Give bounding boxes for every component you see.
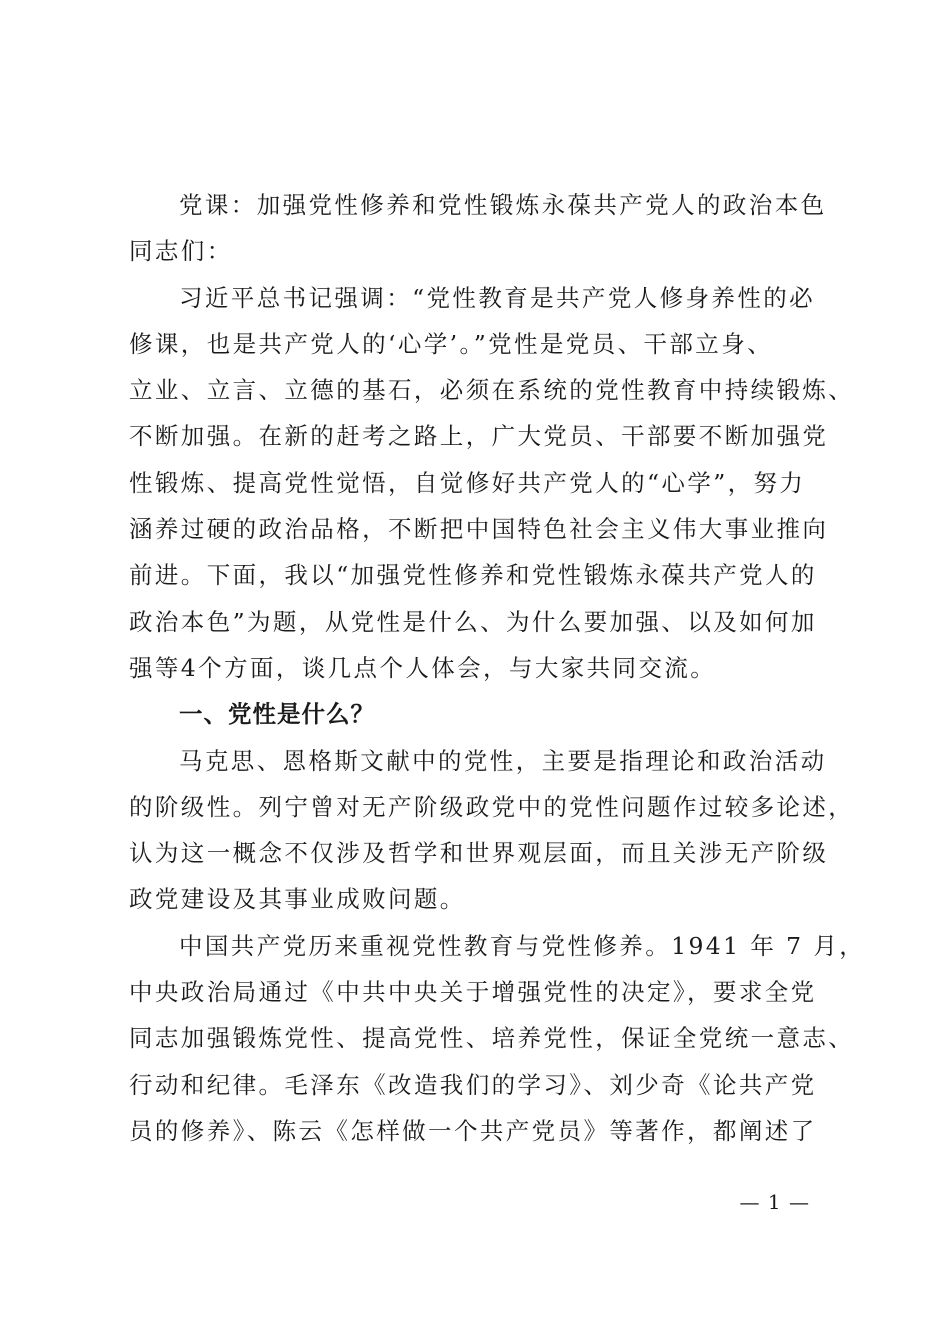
- paragraph-line: 员的修养》、陈云《怎样做一个共产党员》等著作，都阐述了: [129, 1116, 817, 1145]
- paragraph-line: 强等4个方面，谈几点个人体会，与大家共同交流。: [129, 653, 717, 682]
- paragraph-line: 认为这一概念不仅涉及哲学和世界观层面，而且关涉无产阶级: [129, 839, 829, 868]
- paragraph-line: 性锻炼、提高党性觉悟，自觉修好共产党人的“心学”，努力: [129, 468, 806, 497]
- paragraph-line: 不断加强。在新的赶考之路上，广大党员、干部要不断加强党: [129, 422, 829, 451]
- paragraph-line: 政党建设及其事业成败问题。: [129, 885, 466, 914]
- section-heading: 一、党性是什么？: [179, 700, 375, 729]
- paragraph-line: 立业、立言、立德的基石，必须在系统的党性教育中持续锻炼、: [129, 376, 855, 405]
- salutation: 同志们：: [129, 237, 233, 266]
- document-body: [129, 182, 866, 1154]
- paragraph-line: 的阶级性。列宁曾对无产阶级政党中的党性问题作过较多论述，: [129, 792, 855, 821]
- paragraph-line: 行动和纪律。毛泽东《改造我们的学习》、刘少奇《论共产党: [129, 1070, 817, 1099]
- paragraph-line: 马克思、恩格斯文献中的党性，主要是指理论和政治活动: [179, 746, 827, 775]
- paragraph-line: 前进。下面，我以“加强党性修养和党性锻炼永葆共产党人的: [129, 561, 817, 590]
- document-title: 党课：加强党性修养和党性锻炼永葆共产党人的政治本色: [179, 191, 827, 219]
- paragraph-line: 习近平总书记强调：“党性教育是共产党人修身养性的必: [179, 283, 816, 312]
- paragraph-line: 中国共产党历来重视党性教育与党性修养。1941 年 7 月，: [179, 931, 866, 960]
- paragraph-line: 同志加强锻炼党性、提高党性、培养党性，保证全党统一意志、: [129, 1024, 855, 1053]
- paragraph-line: 涵养过硬的政治品格，不断把中国特色社会主义伟大事业推向: [129, 515, 829, 544]
- page-number: — 1 —: [739, 1190, 810, 1214]
- paragraph-line: 中央政治局通过《中共中央关于增强党性的决定》，要求全党: [129, 978, 817, 1007]
- paragraph-line: 政治本色”为题，从党性是什么、为什么要加强、以及如何加: [129, 607, 817, 636]
- paragraph-line: 修课，也是共产党人的‘心学’。”党性是党员、干部立身、: [129, 329, 774, 358]
